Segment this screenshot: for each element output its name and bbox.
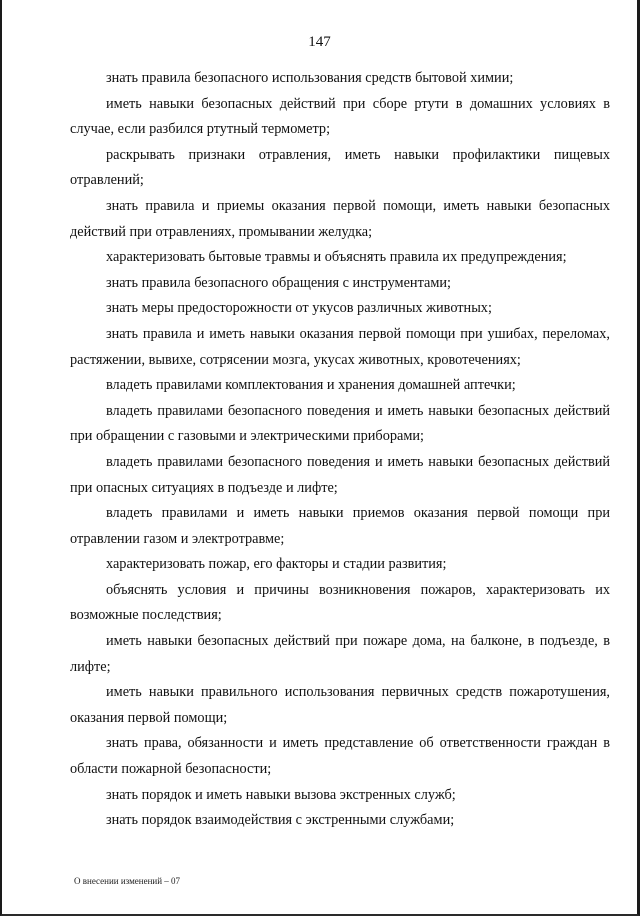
paragraph: знать правила и иметь навыки оказания первой помощи при ушибах, переломах, растяжении, вывихе, сотрясении мозга, укусах животных, кровотечениях;: [70, 325, 610, 368]
paragraph: иметь навыки правильного использования первичных средств пожаротушения, оказания первой помощи;: [70, 684, 610, 726]
paragraph: владеть правилами безопасного поведения и иметь навыки безопасных действий при опасных ситуациях в подъезде и лифте;: [70, 453, 610, 496]
paragraph: знать правила безопасного использования средств бытовой химии;: [106, 70, 514, 86]
paragraph: иметь навыки безопасных действий при пожаре дома, на балконе, в подъезде, в лифте;: [70, 633, 610, 675]
paragraph: знать меры предосторожности от укусов различных животных;: [106, 300, 492, 317]
footer-note: О внесении изменений – 07: [74, 876, 181, 886]
paragraph: владеть правилами комплектования и хранения домашней аптечки;: [106, 377, 516, 394]
paragraph: знать порядок взаимодействия с экстренными службами;: [106, 812, 455, 829]
paragraph: объяснять условия и причины возникновения пожаров, характеризовать их возможные последствия;: [70, 581, 610, 624]
paragraph: владеть правилами и иметь навыки приемов оказания первой помощи при отравлении газом и электротравме;: [70, 505, 610, 547]
paragraph: иметь навыки безопасных действий при сборе ртути в домашних условиях в случае, если разбился ртутный термометр;: [70, 95, 610, 138]
paragraph: владеть правилами безопасного поведения и иметь навыки безопасных действий при обращении с газовыми и электрическими приборами;: [70, 402, 610, 445]
document-body: [70, 66, 610, 834]
page-number: 147: [308, 34, 331, 50]
paragraph: знать порядок и иметь навыки вызова экстренных служб;: [106, 786, 456, 803]
paragraph: характеризовать пожар, его факторы и стадии развития;: [106, 556, 447, 573]
paragraph: характеризовать бытовые травмы и объяснять правила их предупреждения;: [106, 249, 567, 266]
paragraph: раскрывать признаки отравления, иметь навыки профилактики пищевых отравлений;: [70, 146, 610, 189]
paragraph: знать правила и приемы оказания первой помощи, иметь навыки безопасных действий при отравлениях, промывании желудка;: [70, 197, 610, 240]
paragraph: знать правила безопасного обращения с инструментами;: [106, 274, 452, 291]
paragraph: знать права, обязанности и иметь представление об ответственности граждан в области пожарной безопасности;: [70, 735, 610, 778]
